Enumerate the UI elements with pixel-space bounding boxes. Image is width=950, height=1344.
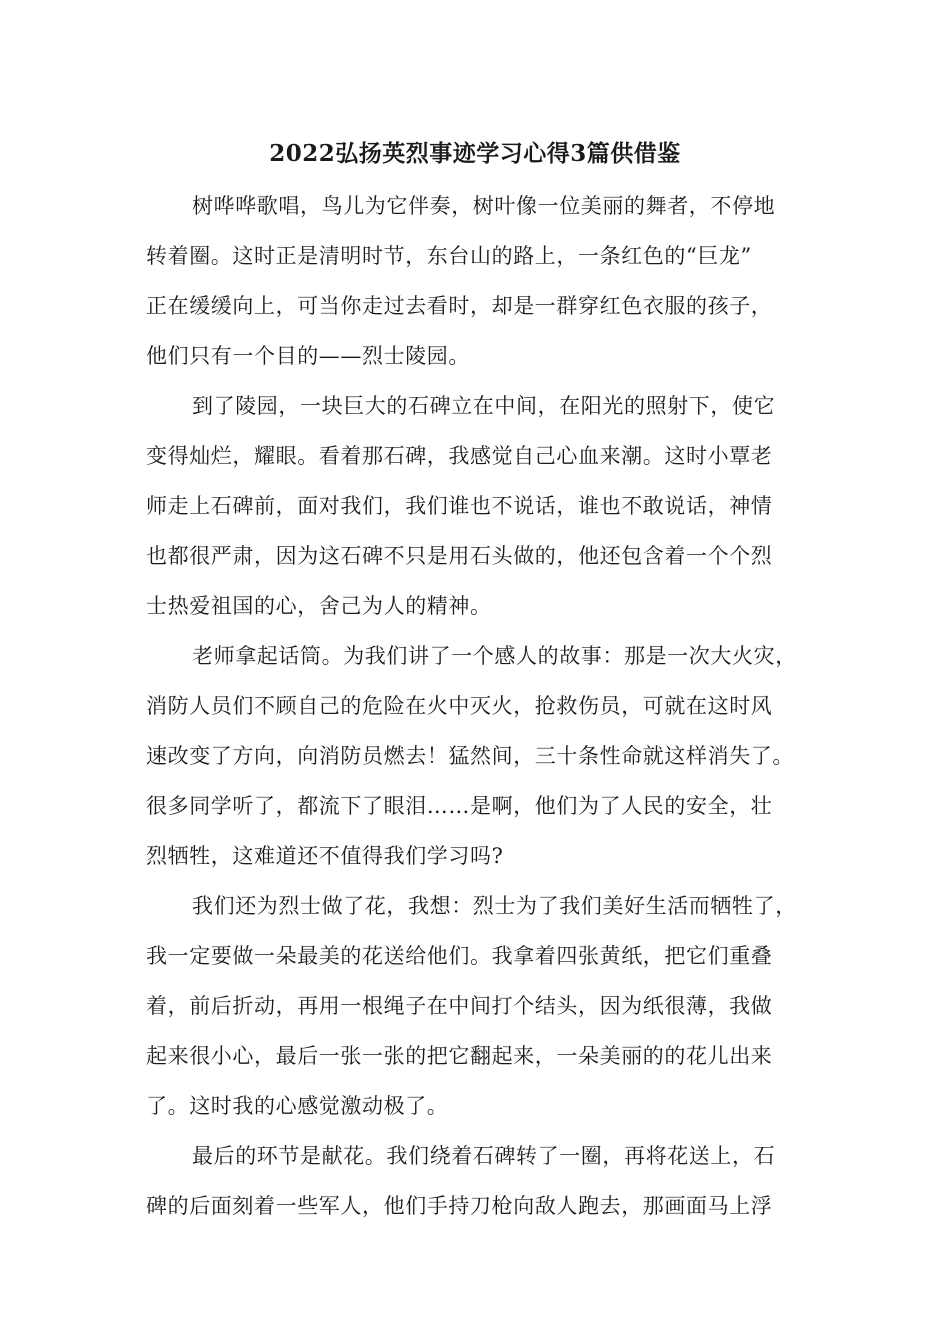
text-line: 我们还为烈士做了花，我想：烈士为了我们美好生活而牺牲了，	[192, 894, 797, 918]
text-line: 碑的后面刻着一些军人，他们手持刀枪向敌人跑去，那画面马上浮	[146, 1194, 773, 1218]
text-line: 了。这时我的心感觉激动极了。	[146, 1094, 449, 1118]
text-line: 士热爱祖国的心，舍己为人的精神。	[146, 594, 492, 618]
text-line: 最后的环节是献花。我们绕着石碑转了一圈，再将花送上，石	[192, 1144, 776, 1168]
text-line: 消防人员们不顾自己的危险在火中灭火，抢救伤员，可就在这时风	[146, 694, 773, 718]
text-line: 树哗哗歌唱，鸟儿为它伴奏，树叶像一位美丽的舞者，不停地	[192, 194, 776, 218]
document-title: 2022弘扬英烈事迹学习心得3篇供借鉴	[269, 140, 681, 167]
text-line: 也都很严肃，因为这石碑不只是用石头做的，他还包含着一个个烈	[146, 544, 773, 568]
text-line: 正在缓缓向上，可当你走过去看时，却是一群穿红色衣服的孩子，	[146, 294, 773, 318]
text-line: 转着圈。这时正是清明时节，东台山的路上，一条红色的“巨龙”	[146, 244, 752, 268]
text-line: 很多同学听了，都流下了眼泪……是啊，他们为了人民的安全，壮	[146, 794, 773, 818]
text-line: 烈牺牲，这难道还不值得我们学习吗?	[146, 844, 504, 868]
text-line: 他们只有一个目的——烈士陵园。	[146, 344, 470, 368]
text-line: 老师拿起话筒。为我们讲了一个感人的故事：那是一次大火灾，	[192, 644, 797, 668]
text-line: 师走上石碑前，面对我们，我们谁也不说话，谁也不敢说话，神情	[146, 494, 773, 518]
text-line: 速改变了方向，向消防员燃去！猛然间，三十条性命就这样消失了。	[146, 744, 794, 768]
text-line: 到了陵园，一块巨大的石碑立在中间，在阳光的照射下，使它	[192, 394, 776, 418]
text-line: 起来很小心，最后一张一张的把它翻起来，一朵美丽的的花儿出来	[146, 1044, 773, 1068]
text-line: 变得灿烂，耀眼。看着那石碑，我感觉自己心血来潮。这时小覃老	[146, 444, 773, 468]
text-line: 着，前后折动，再用一根绳子在中间打个结头，因为纸很薄，我做	[146, 994, 773, 1018]
text-line: 我一定要做一朵最美的花送给他们。我拿着四张黄纸，把它们重叠	[146, 944, 773, 968]
